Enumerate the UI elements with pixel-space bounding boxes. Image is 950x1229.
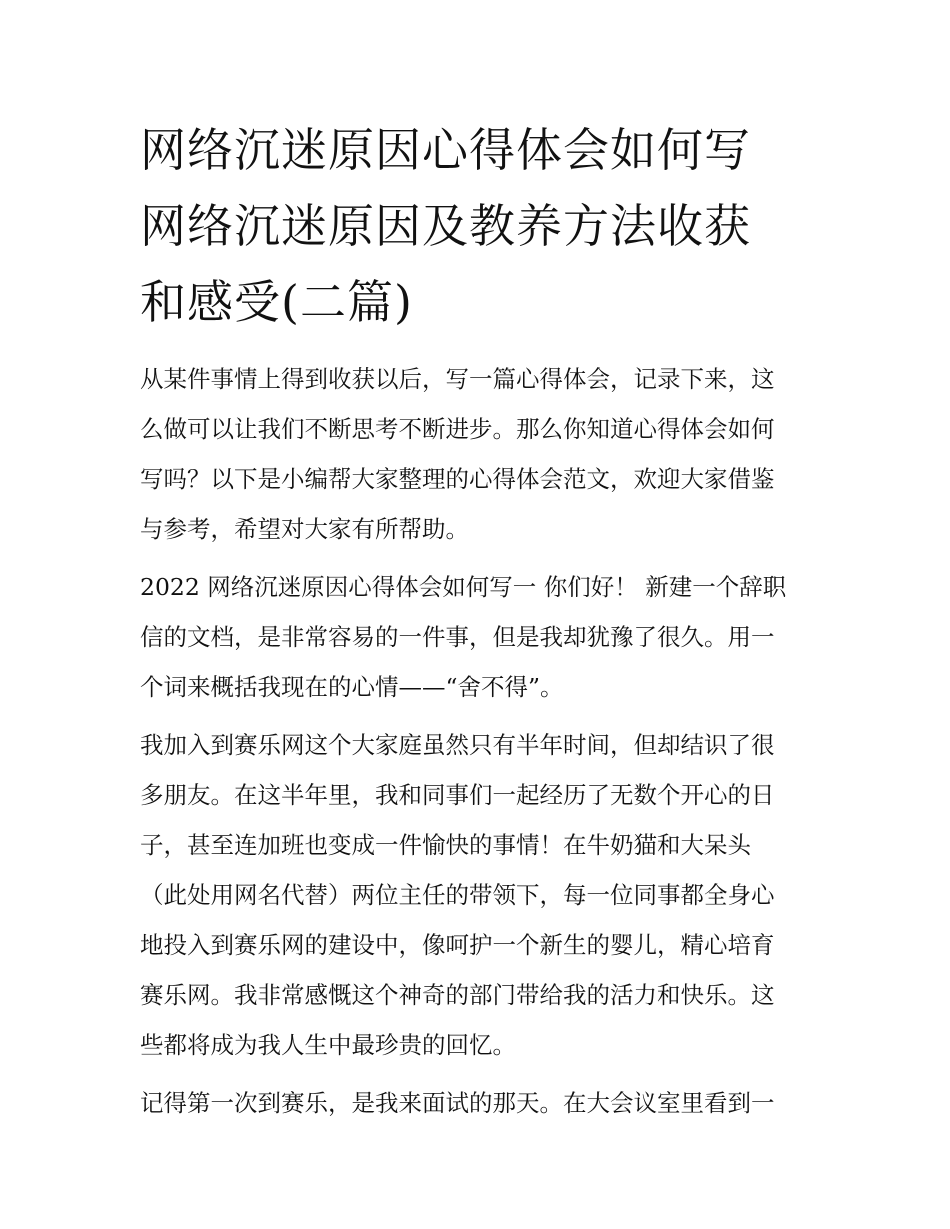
text-line: 信的文档，是非常容易的一件事，但是我却犹豫了很久。用一 <box>140 623 775 651</box>
body-paragraph <box>140 720 812 1070</box>
text-line: 与参考，希望对大家有所帮助。 <box>140 515 469 543</box>
body-paragraph <box>140 562 812 712</box>
title-line: 和感受(二篇) <box>140 275 413 329</box>
text-line: （此处用网名代替）两位主任的带领下，每一位同事都全身心 <box>140 881 775 909</box>
text-line: 子，甚至连加班也变成一件愉快的事情！在牛奶猫和大呆头 <box>140 831 751 859</box>
text-line: 地投入到赛乐网的建设中，像呵护一个新生的婴儿，精心培育 <box>140 931 775 959</box>
text-line: 多朋友。在这半年里，我和同事们一起经历了无数个开心的日 <box>140 781 775 809</box>
text-line: 写吗？以下是小编帮大家整理的心得体会范文，欢迎大家借鉴 <box>140 465 775 493</box>
text-line: 记得第一次到赛乐，是我来面试的那天。在大会议室里看到一 <box>140 1089 775 1117</box>
document-title <box>140 112 812 340</box>
text-line: 个词来概括我现在的心情——“舍不得”。 <box>140 673 564 701</box>
text-line: 么做可以让我们不断思考不断进步。那么你知道心得体会如何 <box>140 415 775 443</box>
text-line: 从某件事情上得到收获以后，写一篇心得体会，记录下来，这 <box>140 365 775 393</box>
intro-paragraph <box>140 354 812 554</box>
title-line: 网络沉迷原因心得体会如何写 <box>140 123 751 177</box>
text-line: 些都将成为我人生中最珍贵的回忆。 <box>140 1031 516 1059</box>
title-line: 网络沉迷原因及教养方法收获 <box>140 199 751 253</box>
text-line: 我加入到赛乐网这个大家庭虽然只有半年时间，但却结识了很 <box>140 731 775 759</box>
document-body <box>140 112 812 1136</box>
body-paragraph <box>140 1078 812 1128</box>
text-line: 赛乐网。我非常感慨这个神奇的部门带给我的活力和快乐。这 <box>140 981 775 1009</box>
text-line: 2022 网络沉迷原因心得体会如何写一 你们好！ 新建一个辞职 <box>140 573 787 601</box>
